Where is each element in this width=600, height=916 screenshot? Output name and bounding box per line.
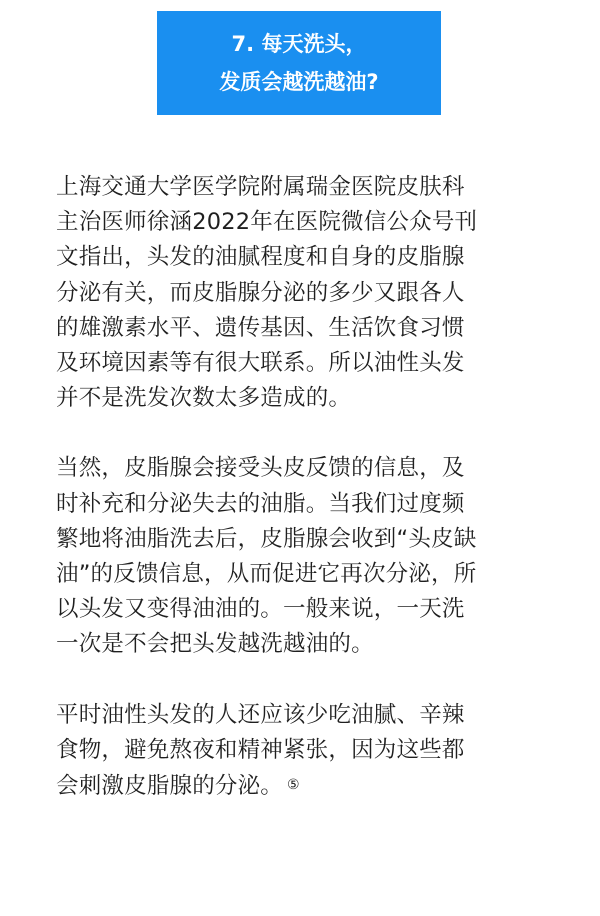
paragraph-1 — [56, 170, 556, 416]
paragraph-line: 繁地将油脂洗去后，皮脂腺会收到“头皮缺 — [56, 525, 477, 552]
paragraph-line: 以头发又变得油油的。一般来说，一天洗 — [56, 596, 465, 623]
footnote-marker: ⑤ — [287, 777, 300, 794]
paragraph-line: 食物，避免熬夜和精神紧张，因为这些都 — [56, 736, 465, 763]
paragraph-line: 的雄激素水平、遗传基因、生活饮食习惯 — [56, 314, 465, 341]
paragraph-line: 并不是洗发次数太多造成的。 — [56, 385, 352, 412]
paragraph-line: 主治医师徐涵2022年在医院微信公众号刊 — [56, 209, 478, 236]
paragraph-line-text: 会刺激皮脂腺的分泌。 — [56, 773, 284, 800]
section-title-line-1: 7. 每天洗头， — [231, 32, 367, 56]
paragraph-line: 上海交通大学医学院附属瑞金医院皮肤科 — [56, 174, 465, 200]
paragraph-line: 当然，皮脂腺会接受头皮反馈的信息，及 — [56, 455, 465, 482]
section-title-line-2: 发质会越洗越油? — [219, 70, 379, 94]
paragraph-line: 一次是不会把头发越洗越油的。 — [56, 631, 374, 658]
paragraph-line: 时补充和分泌失去的油脂。当我们过度频 — [56, 490, 465, 517]
paragraph-line: 及环境因素等有很大联系。所以油性头发 — [56, 350, 465, 377]
paragraph-3 — [56, 698, 556, 805]
paragraph-line: 文指出，头发的油腻程度和自身的皮脂腺 — [56, 244, 465, 271]
paragraph-line-last — [56, 768, 556, 804]
article-body — [56, 170, 556, 804]
paragraph-line: 平时油性头发的人还应该少吃油腻、辛辣 — [56, 701, 465, 728]
paragraph-2 — [56, 451, 556, 662]
paragraph-line: 分泌有关，而皮脂腺分泌的多少又跟各人 — [56, 279, 465, 306]
paragraph-line: 油”的反馈信息，从而促进它再次分泌，所 — [56, 561, 477, 588]
section-title-box — [157, 11, 441, 115]
